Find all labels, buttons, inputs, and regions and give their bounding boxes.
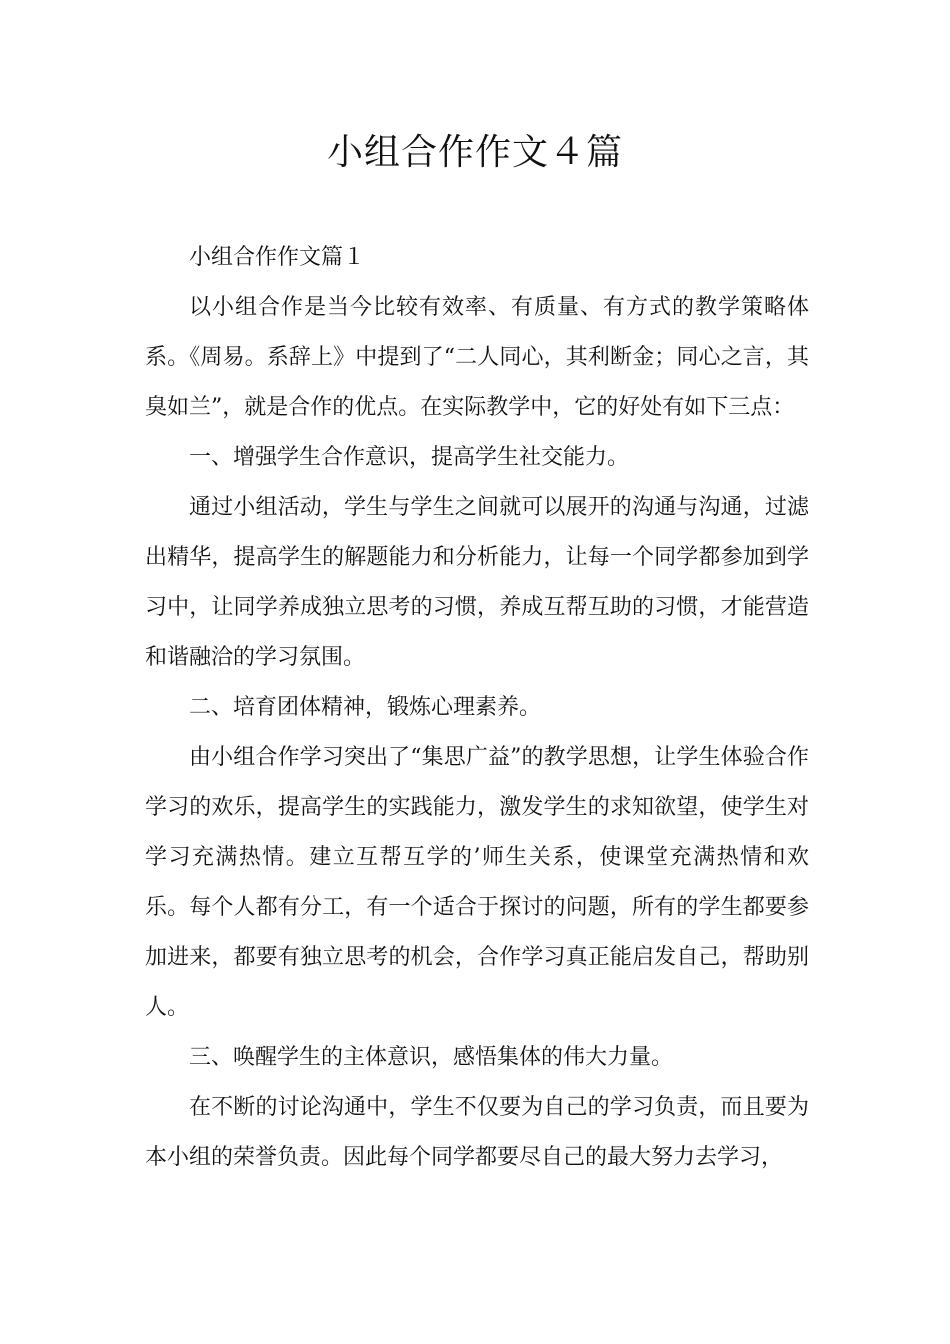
paragraph: 在不断的讨论沟通中，学生不仅要为自己的学习负责，而且要为本小组的荣誉负责。因此每个同学都要尽自己的最大努力去学习， <box>145 1095 809 1170</box>
document-body <box>145 233 809 1183</box>
paragraph: 由小组合作学习突出了“集思广益”的教学思想，让学生体验合作学习的欢乐，提高学生的实践能力，激发学生的求知欲望，使学生对学习充满热情。建立互帮互学的’师生关系，使课堂充满热情和欢乐。每个人都有分工，有一个适合于探讨的问题，所有的学生都要参加进来，都要有独立思考的机会，合作学习真正能启发自己，帮助别人。 <box>145 745 809 1020</box>
paragraph: 通过小组活动，学生与学生之间就可以展开的沟通与沟通，过滤出精华，提高学生的解题能力和分析能力，让每一个同学都参加到学习中，让同学养成独立思考的习惯，养成互帮互助的习惯，才能营造和谐融洽的学习氛围。 <box>145 495 809 670</box>
paragraph: 以小组合作是当今比较有效率、有质量、有方式的教学策略体系。《周易。系辞上》中提到了“二人同心，其利断金；同心之言，其臭如兰”，就是合作的优点。在实际教学中，它的好处有如下三点： <box>145 295 809 420</box>
point-heading: 二、培育团体精神，锻炼心理素养。 <box>189 695 542 720</box>
point-heading: 一、增强学生合作意识，提高学生社交能力。 <box>189 445 630 470</box>
point-heading: 三、唤醒学生的主体意识，感悟集体的伟大力量。 <box>189 1045 674 1070</box>
section-heading: 小组合作作文篇１ <box>189 245 366 270</box>
document-title: 小组合作作文４篇 <box>326 132 623 173</box>
